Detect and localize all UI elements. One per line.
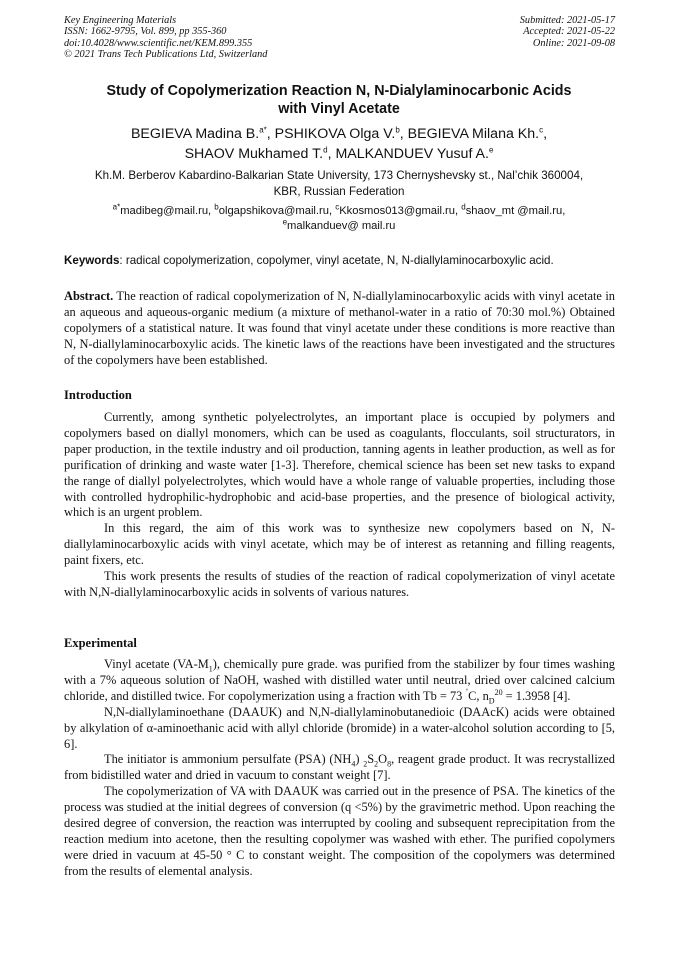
email-link[interactable]: shaov_mt @mail.ru, [465, 205, 566, 217]
exp-text: C, n [468, 688, 489, 703]
intro-paragraph-2: In this regard, the aim of this work was to synthesize new copolymers based on N, N-diallylaminocarboxylic acids with vinyl acetate, which may be of interest as retanning and filling reagents, paint fixers, etc. [64, 521, 615, 568]
author-mark: a* [259, 125, 267, 135]
email-mark: a* [112, 202, 121, 212]
keywords-label: Keywords [64, 254, 120, 267]
exp-paragraph-2: N,N-diallylaminoethane (DAAUK) and N,N-diallylaminobutanedioic (DAAcK) acids were obtained by alkylation of α-aminoethanic acid with allyl chloride (bromide) in a water-alcohol solution according to [5, 6]. [64, 704, 615, 751]
author-name: , MALKANDUEV Yusuf A. [327, 146, 489, 162]
affiliation [64, 168, 614, 199]
exp-text: ), chemically pure grade. was purified from the stabilizer by four times washing with a 7% aqueous solution of NaOH, washed with distilled water until neutral, dried over calcined calcium chloride, and distilled twice. For copolymerization using a fraction with Tb = 73 [64, 657, 616, 703]
online-date: Online: 2021-09-08 [532, 37, 615, 49]
abstract-label: Abstract. [64, 289, 114, 303]
exp-text: , reagent grade product. It was recrystallized from bidistilled water and dried in vacuum to constant weight [7]. [64, 752, 615, 783]
journal-copyright: © 2021 Trans Tech Publications Ltd, Switzerland [64, 49, 268, 61]
affiliation-line-2: KBR, Russian Federation [273, 184, 405, 198]
exp-superscript: 20 [494, 687, 503, 697]
submission-dates [520, 15, 615, 49]
email-link[interactable]: olgapshikova@mail.ru, [218, 205, 336, 217]
keywords-text: : radical copolymerization, copolymer, vinyl acetate, N, N-diallylaminocarboxylic acid. [119, 254, 554, 267]
authors-line-2 [64, 144, 614, 164]
journal-issn: ISSN: 1662-9795, Vol. 899, pp 355-360 [64, 26, 227, 38]
journal-name: Key Engineering Materials [64, 15, 177, 26]
exp-paragraph-4: The copolymerization of VA with DAAUK was carried out in the presence of PSA. The kinetics of the process was studied at the initial degrees of conversion (q <5%) by the gravimetric method. Upon reaching the desired degree of conversion, the reaction was interrupted by cooling and subsequent reprecipitation from the reaction medium into acetone, then the resulting copolymer was washed with ether. The purified copolymers were dried in vacuum at 45-50 ° C to constant weight. The composition of the copolymers was determined from the results of elemental analysis. [64, 784, 615, 878]
exp-text: = 1.3958 [4]. [502, 688, 571, 703]
author-mark: d [323, 145, 328, 155]
exp-text: S [367, 752, 375, 767]
email-mark: b [214, 202, 219, 212]
author-separator: , [543, 126, 548, 142]
author-mark: e [488, 145, 494, 155]
introduction-body [64, 410, 615, 601]
intro-paragraph-1: Currently, among synthetic polyelectrolytes, an important place is occupied by polymers and copolymers based on diallyl monomers, which can be used as coagulants, flocculants, soil structurators, in paper production, in the textile industry and oil production, tanning agents in leather production, as well as for purification of drinking and waste water [1-3]. Therefore, chemical science has been set new tasks to expand the range of diallyl polyelectrolytes, which would have a whole range of valuable properties, including those with controlled hydrophilic-hydrophobic and acid-base properties, and the presence of biological activity, which is an urgent problem. [64, 410, 615, 520]
affiliation-line-1: Kh.M. Berberov Kabardino-Balkarian State University, 173 Chernyshevsky st., Nal’chik 360004, [94, 169, 584, 182]
author-emails [64, 204, 614, 234]
exp-subscript: 4 [351, 759, 356, 769]
author-list [64, 124, 614, 164]
journal-doi: doi:10.4028/www.scientific.net/KEM.899.355 [64, 37, 253, 49]
email-mark: e [282, 217, 288, 227]
email-link[interactable]: madibeg@mail.ru, [120, 205, 215, 217]
email-mark: c [335, 202, 340, 212]
exp-subscript: 2 [363, 759, 368, 769]
author-mark: b [395, 125, 400, 135]
title-line-1: Study of Copolymerization Reaction N, N-Dialylaminocarbonic Acids [106, 83, 572, 99]
exp-text: ) [355, 752, 364, 767]
degree-symbol: ˚ [465, 687, 469, 697]
exp-subscript: 8 [387, 759, 392, 769]
paper-title [64, 82, 614, 118]
abstract [64, 289, 615, 369]
authors-line-1 [64, 124, 614, 144]
exp-paragraph-3 [64, 752, 615, 784]
abstract-paragraph [64, 289, 615, 369]
author-name: , PSHIKOVA Olga V. [266, 126, 396, 142]
emails-line-1 [64, 204, 614, 219]
emails-line-2 [64, 219, 614, 234]
exp-paragraph-1 [64, 657, 615, 705]
exp-text: Vinyl acetate (VA-M [104, 657, 209, 671]
exp-subscript: D [488, 696, 495, 706]
title-line-2: with Vinyl Acetate [278, 101, 400, 117]
author-mark: c [539, 125, 544, 135]
intro-paragraph-3: This work presents the results of studies of the reaction of radical copolymerization of vinyl acetate with N,N-diallylaminocarboxylic acids in solvents of various natures. [64, 569, 615, 599]
exp-text: O [378, 752, 388, 767]
abstract-text: The reaction of radical copolymerization of N, N-diallylaminocarboxylic acids with vinyl acetate in an aqueous and aqueous-organic medium (a mixture of methanol-water in a ratio of 70:30 mol.%) Obtained copolymers of a statistical nature. It was found that vinyl acetate under these conditions is more reactive than N, N-diallylaminocarboxylic acids. The kinetic laws of the reactions have been investigated and the structures of the copolymers have been established. [64, 289, 615, 367]
author-name: SHAOV Mukhamed T. [184, 146, 324, 162]
author-name: , BEGIEVA Milana Kh. [399, 126, 540, 142]
submitted-date: Submitted: 2021-05-17 [519, 15, 615, 26]
keywords [64, 253, 624, 268]
email-mark: d [461, 202, 466, 212]
accepted-date: Accepted: 2021-05-22 [523, 26, 615, 38]
exp-subscript: 2 [374, 759, 379, 769]
exp-text: The initiator is ammonium persulfate (PSA) (NH [104, 752, 352, 767]
author-name: BEGIEVA Madina B. [130, 126, 260, 142]
email-link[interactable]: Kkosmos013@gmail.ru, [339, 205, 462, 217]
email-link[interactable]: malkanduev@ mail.ru [287, 220, 396, 232]
journal-info [64, 15, 267, 61]
introduction-heading: Introduction [64, 388, 132, 402]
experimental-body [64, 657, 615, 880]
exp-subscript: 1 [208, 664, 213, 674]
experimental-heading: Experimental [64, 636, 137, 650]
